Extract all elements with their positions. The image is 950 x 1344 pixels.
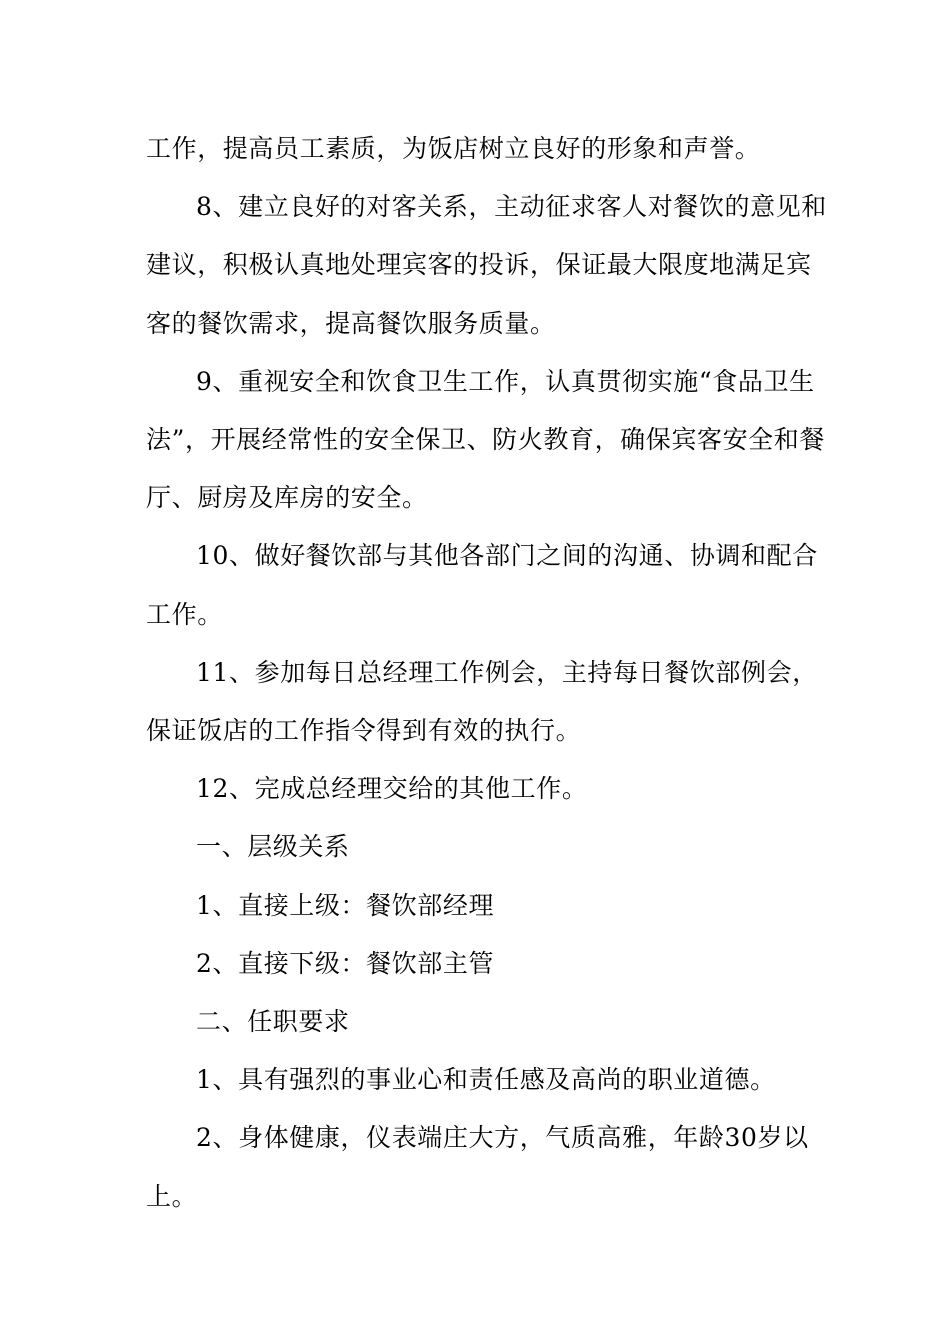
paragraph-requirement-1: 1、具有强烈的事业心和责任感及高尚的职业道德。 [196, 1065, 776, 1095]
paragraph-item-10: 10、做好餐饮部与其他各部门之间的沟通、协调和配合工作。 [146, 541, 818, 629]
paragraph-direct-superior: 1、直接上级：餐饮部经理 [196, 890, 495, 920]
paragraph-direct-subordinate: 2、直接下级：餐饮部主管 [196, 948, 495, 978]
paragraph-continuation: 工作，提高员工素质，为饭店树立良好的形象和声誉。 [146, 134, 761, 163]
paragraph-item-12: 12、完成总经理交给的其他工作。 [196, 774, 588, 804]
section-heading-hierarchy: 一、层级关系 [196, 832, 350, 862]
document-body [146, 120, 836, 1226]
paragraph-item-9: 9、重视安全和饮食卫生工作，认真贯彻实施“食品卫生法”，开展经常性的安全保卫、防火教育，确保宾客安全和餐厅、厨房及库房的安全。 [146, 366, 825, 513]
paragraph-item-11: 11、参加每日总经理工作例会，主持每日餐饮部例会，保证饭店的工作指令得到有效的执行。 [146, 657, 818, 746]
paragraph-item-8: 8、建立良好的对客关系，主动征求客人对餐饮的意见和建议，积极认真地处理宾客的投诉，保证最大限度地满足宾客的餐饮需求，提高餐饮服务质量。 [146, 192, 827, 338]
section-heading-requirements: 二、任职要求 [196, 1007, 350, 1037]
paragraph-requirement-2: 2、身体健康，仪表端庄大方，气质高雅，年龄30岁以上。 [146, 1123, 809, 1211]
